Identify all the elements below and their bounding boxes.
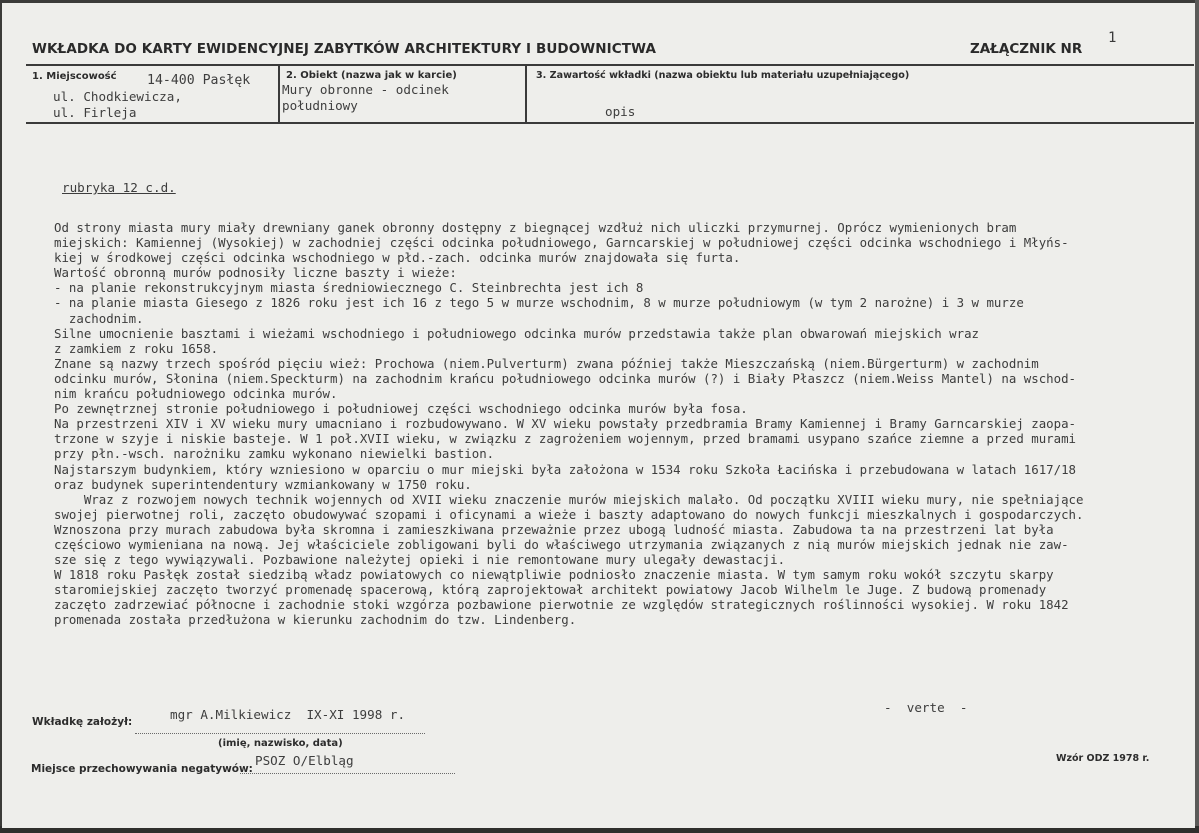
text-line: częściowo wymieniana na nową. Jej właściciele zobligowani byli do właściwego utrzymania związanych z nią murów miejskich jednak nie zaw-: [54, 536, 1069, 552]
text-line: przy płn.-wsch. narożniku zamku wykonano niewielki bastion.: [54, 446, 495, 462]
table-top-rule: [26, 64, 1194, 66]
text-line: odcinku murów, Słonina (niem.Speckturm) na zachodnim krańcu południowego odcinka murów (?) i Biały Płaszcz (niem.Weiss Mantel) na wschod-: [54, 370, 1076, 386]
author-dotted-line: [135, 733, 425, 734]
negatives-label: Miejsce przechowywania negatywów:: [31, 763, 253, 775]
text-line: W 1818 roku Pasłęk został siedzibą władz powiatowych co niewątpliwie podniosło znaczenie miasta. W tym samym roku wokół szczytu skarpy: [54, 567, 1054, 583]
description-text: [54, 220, 1194, 628]
text-line: - na planie rekonstrukcyjnym miasta średniowiecznego C. Steinbrechta jest ich 8: [54, 280, 644, 296]
content-label: 3. Zawartość wkładki (nazwa obiektu lub materiału uzupełniającego): [536, 70, 910, 81]
text-line: Najstarszym budynkiem, który wzniesiono w oparciu o mur miejski była założona w 1534 roku Szkoła Łacińska i przebudowana w latach 1617/18: [54, 461, 1076, 477]
text-line: swojej pierwotnej roli, zaczęto obudowywać szopami i oficynami a wieże i baszty adaptowano do nowych funkcji mieszkalnych i gospodarczych.: [54, 506, 1084, 522]
object-value-line-2: południowy: [282, 98, 358, 113]
negatives-value: PSOZ O/Elbląg: [255, 753, 354, 768]
annex-label: ZAŁĄCZNIK NR: [970, 41, 1083, 57]
content-value: opis: [605, 104, 636, 119]
locality-value-line-2: ul. Chodkiewicza,: [53, 89, 182, 104]
author-hint: (imię, nazwisko, data): [218, 738, 343, 749]
text-line: Silne umocnienie basztami i wieżami wschodniego i południowego odcinka murów przedstawia także plan obwarowań miejskich wraz: [54, 325, 980, 341]
text-line: oraz budynek superintendentury wzmiankowany w 1750 roku.: [54, 476, 472, 492]
annex-number: 1: [1108, 30, 1117, 46]
text-line: promenada została przedłużona w kierunku zachodnim do tzw. Lindenberg.: [54, 612, 577, 628]
text-line: miejskich: Kamiennej (Wysokiej) w zachodniej części odcinka południowego, Garncarskiej w południowej części odcinka wschodniego i Młyńs-: [54, 235, 1069, 251]
locality-label: 1. Miejscowość: [32, 71, 117, 82]
text-line: kiej w środkowej części odcinka wschodniego w płd.-zach. odcinka murów znajdowała się furta.: [54, 250, 741, 266]
table-divider-1: [278, 66, 280, 122]
text-line: zaczęto zadrzewiać północne i zachodnie stoki wzgórza pozbawione pierwotnie ze względów strategicznych roślinności wysokiej. W roku 1842: [54, 597, 1069, 613]
text-line: Od strony miasta mury miały drewniany ganek obronny dostępny z biegnącej wzdłuż nich uliczki przymurnej. Oprócz wymienionych bram: [54, 220, 1017, 235]
form-title: WKŁADKA DO KARTY EWIDENCYJNEJ ZABYTKÓW ARCHITEKTURY I BUDOWNICTWA: [32, 41, 657, 57]
scan-edge-right: [1195, 0, 1199, 833]
object-label: 2. Obiekt (nazwa jak w karcie): [286, 70, 457, 81]
author-value: mgr A.Milkiewicz IX-XI 1998 r.: [170, 707, 406, 722]
text-line: Wartość obronną murów podnosiły liczne baszty i wieże:: [54, 265, 457, 281]
text-line: nim krańcu południowego odcinka murów.: [54, 386, 338, 402]
text-line: Po zewnętrznej stronie południowego i południowej części wschodniego odcinka murów była fosa.: [54, 401, 748, 417]
rubric-heading: rubryka 12 c.d.: [62, 180, 176, 195]
text-line: zachodnim.: [54, 310, 144, 326]
object-value-line-1: Mury obronne - odcinek: [282, 82, 449, 97]
text-line: Na przestrzeni XIV i XV wieku mury umacniano i rozbudowywano. W XV wieku powstały przedbramia Bramy Kamiennej i Bramy Garncarskiej zaopa-: [54, 416, 1076, 432]
locality-value-line-3: ul. Firleja: [53, 105, 137, 120]
text-line: z zamkiem z roku 1658.: [54, 340, 219, 356]
text-line: trzone w szyje i niskie basteje. W 1 poł.XVII wieku, w związku z zagrożeniem wojennym, przed bramami usypano szańce ziemne a przed murami: [54, 431, 1076, 447]
negatives-dotted-line: [240, 773, 455, 774]
verte-note: - verte -: [884, 700, 968, 715]
text-line: Znane są nazwy trzech spośród pięciu wież: Prochowa (niem.Pulverturm) zwana później także Mieszczańską (niem.Bürgerturm) w zachodnim: [54, 355, 1039, 371]
text-line: staromiejskiej zaczęto tworzyć promenadę spacerową, którą zaprojektował architekt powiatowy Jacob Wilhelm le Juge. Z budową promenady: [54, 582, 1047, 598]
text-line: - na planie miasta Giesego z 1826 roku jest ich 16 z tego 5 w murze wschodnim, 8 w murze południowym (w tym 2 narożne) i 3 w murze: [54, 295, 1024, 311]
text-line: sze się z tego wywiązywali. Pozbawione należytej opieki i nie remontowane mury ulegały dewastacji.: [54, 552, 786, 568]
text-line: Wraz z rozwojem nowych technik wojennych od XVII wieku znaczenie murów miejskich malało. Od początku XVIII wieku mury, nie spełniające: [54, 491, 1084, 507]
form-pattern-note: Wzór ODZ 1978 r.: [1056, 753, 1150, 764]
locality-value-line-1: 14-400 Pasłęk: [147, 73, 251, 88]
text-line: Wznoszona przy murach zabudowa była skromna i zamieszkiwana przeważnie przez ubogą ludność miasta. Zabudowa ta na przestrzeni lat była: [54, 521, 1054, 537]
author-label: Wkładkę założył:: [32, 716, 133, 728]
table-bottom-rule: [26, 122, 1194, 124]
table-divider-2: [525, 66, 527, 122]
